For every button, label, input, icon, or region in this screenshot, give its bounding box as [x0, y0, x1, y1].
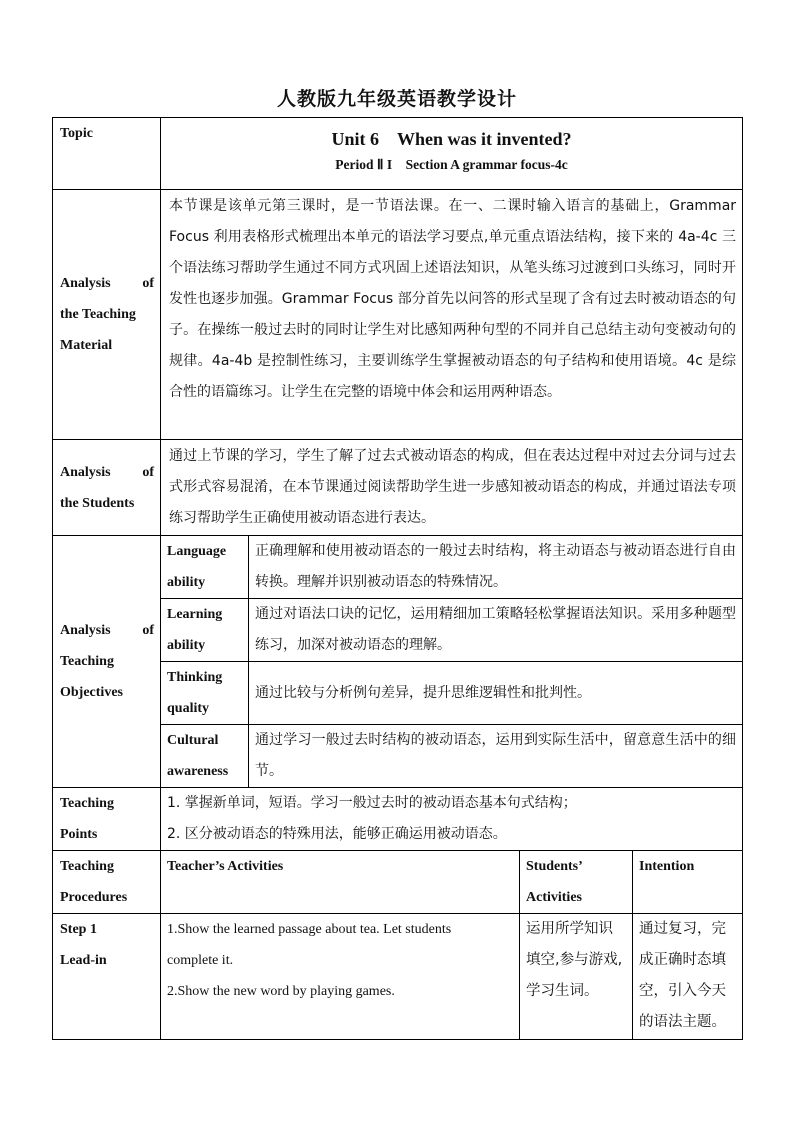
step1-teacher-line3: 2.Show the new word by playing games. — [167, 984, 395, 999]
objective-name-line2: ability — [167, 638, 206, 653]
objectives-label-line2: Teaching — [60, 654, 114, 669]
step1-label-line1: Step 1 — [60, 922, 97, 937]
objective-paragraph: 通过对语法口诀的记忆，运用精细加工策略轻松掌握语法知识。采用多种题型练习，加深对被动语态的理解。 — [255, 606, 737, 653]
objective-name-language — [161, 536, 249, 599]
points-label-line1: Teaching — [60, 796, 114, 811]
teacher-activities-header: Teacher’s Activities — [161, 851, 520, 914]
students-label-word1: Analysis — [60, 464, 111, 480]
material-label-word1: Analysis — [60, 276, 111, 291]
procedures-label-line1: Teaching — [60, 859, 114, 874]
step1-label-line2: Lead-in — [60, 953, 107, 968]
material-label-word2: of — [142, 276, 154, 291]
topic-label-text: Topic — [60, 126, 93, 141]
students-paragraph: 通过上节课的学习，学生了解了过去式被动语态的构成，但在表达过程中对过去分词与过去式形式容易混淆，在本节课通过阅读帮助学生进一步感知被动语态的构成，并通过语法专项练习帮助学生正确使用被动语态进行表达。 — [169, 448, 737, 526]
objectives-label — [53, 536, 161, 788]
objective-name-line1: Language — [167, 544, 227, 559]
objective-paragraph: 正确理解和使用被动语态的一般过去时结构，将主动语态与被动语态进行自由转换。理解并识别被动语态的特殊情况。 — [255, 543, 737, 590]
topic-label — [53, 118, 161, 190]
points-label-line2: Points — [60, 827, 98, 842]
objective-name-line2: quality — [167, 701, 210, 716]
objective-text-learning — [249, 599, 743, 662]
step1-intention-text: 通过复习，完成正确时态填空，引入今天的语法主题。 — [639, 921, 726, 1030]
students-activities-header-line1: Students’ — [526, 859, 583, 874]
points-list — [161, 788, 743, 851]
points-list-item: 1. 掌握新单词，短语。学习一般过去时的被动语态基本句式结构； — [167, 795, 577, 811]
step1-teacher-line2: complete it. — [167, 953, 234, 968]
procedures-label — [53, 851, 161, 914]
objective-name-line2: awareness — [167, 764, 229, 779]
lesson-plan-table — [52, 117, 743, 1040]
procedures-header-row — [53, 851, 743, 914]
objective-name-line1: Thinking — [167, 670, 223, 685]
objective-paragraph: 通过学习一般过去时结构的被动语态，运用到实际生活中，留意意生活中的细节。 — [255, 732, 737, 779]
material-row — [53, 190, 743, 440]
students-label-line2: the Students — [60, 495, 135, 511]
objective-row-language — [53, 536, 743, 599]
step1-label — [53, 914, 161, 1040]
objectives-label-line1 — [60, 615, 154, 646]
document-title: 人教版九年级英语教学设计 — [276, 88, 517, 110]
material-paragraph: 本节课是该单元第三课时，是一节语法课。在一、二课时输入语言的基础上，Grammar Focus 利用表格形式梳理出本单元的语法学习要点,单元重点语法结构，接下来的 4a-4c 三个语法练习帮助学生通过不同方式巩固上述语法知识，从笔头练习过渡到口头练习，同时开发性也逐步加强。Grammar Focus 部分首先以问答的形式呈现了含有过去时被动语态的句子。在操练一般过去时的同时让学生对比感知两种句型的不同并自己总结主动句变被动句的规律。4a-4b 是控制性练习，主要训练学生掌握被动语态的句子结构和使用语境。4c 是综合性的语篇练习。让学生在完整的语境中体会和运用两种语态。 — [169, 198, 737, 400]
intention-header: Intention — [633, 851, 743, 914]
objective-text-language — [249, 536, 743, 599]
points-row — [53, 788, 743, 851]
objective-text-thinking — [249, 662, 743, 725]
objective-name-thinking — [161, 662, 249, 725]
period-subtitle: Period Ⅱ I Section A grammar focus-4c — [335, 157, 568, 172]
step1-intention — [633, 914, 743, 1040]
points-list-item: 2. 区分被动语态的特殊用法，能够正确运用被动语态。 — [167, 826, 507, 842]
objective-name-cultural — [161, 725, 249, 788]
students-activities-header — [520, 851, 633, 914]
step1-teacher-activities — [161, 914, 520, 1040]
students-label — [53, 440, 161, 536]
objective-name-line1: Learning — [167, 607, 223, 622]
objectives-label-word1: Analysis — [60, 623, 111, 638]
topic-row — [53, 118, 743, 190]
objective-paragraph: 通过比较与分析例句差异，提升思维逻辑性和批判性。 — [255, 684, 591, 701]
students-label-word2: of — [142, 464, 154, 480]
students-activities-header-line2: Activities — [526, 890, 582, 905]
material-label-line1 — [60, 268, 154, 299]
objectives-label-word2: of — [142, 623, 154, 638]
points-label — [53, 788, 161, 851]
material-label-line2: the Teaching — [60, 307, 136, 322]
students-label-line1 — [60, 457, 154, 488]
objective-name-line2: ability — [167, 575, 206, 590]
objective-name-learning — [161, 599, 249, 662]
material-label — [53, 190, 161, 440]
step1-teacher-line1: 1.Show the learned passage about tea. Let students — [167, 922, 452, 937]
students-text — [161, 440, 743, 536]
material-label-line3: Material — [60, 338, 113, 353]
objective-text-cultural — [249, 725, 743, 788]
procedures-label-line2: Procedures — [60, 890, 128, 905]
objective-name-line1: Cultural — [167, 733, 219, 748]
step1-students-text: 运用所学知识填空,参与游戏,学习生词。 — [526, 921, 623, 999]
unit-title: Unit 6 When was it invented? — [331, 129, 572, 149]
step1-students-activities — [520, 914, 633, 1040]
material-text — [161, 190, 743, 440]
objectives-label-line3: Objectives — [60, 685, 123, 700]
topic-cell — [161, 118, 743, 190]
students-row — [53, 440, 743, 536]
step1-row — [53, 914, 743, 1040]
